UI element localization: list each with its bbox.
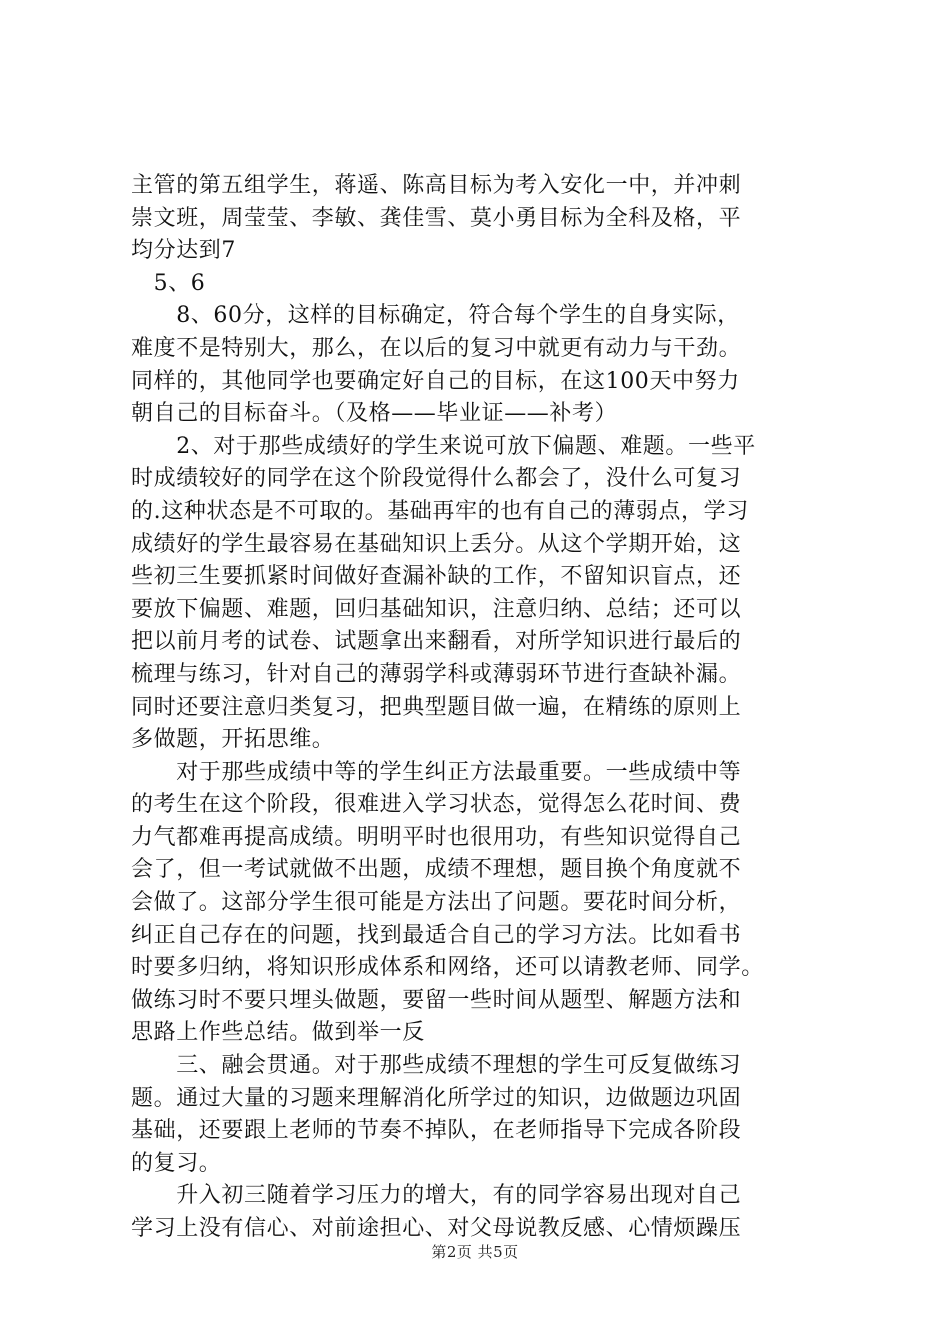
text-line: 多做题，开拓思维。 bbox=[131, 727, 335, 753]
text-line: 的复习。 bbox=[131, 1150, 222, 1176]
text-line: 难度不是特别大，那么，在以后的复习中就更有动力与干劲。 bbox=[131, 335, 742, 361]
text-line: 的.这种状态是不可取的。基础再牢的也有自己的薄弱点，学习 bbox=[131, 498, 749, 524]
text-line: 5、6 bbox=[131, 270, 206, 296]
text-line: 力气都难再提高成绩。明明平时也很用功，有些知识觉得自己 bbox=[131, 824, 742, 850]
text-line: 的考生在这个阶段，很难进入学习状态，觉得怎么花时间、费 bbox=[131, 792, 742, 818]
text-line: 会了，但一考试就做不出题，成绩不理想，题目换个角度就不 bbox=[131, 857, 742, 883]
text-line: 题。通过大量的习题来理解消化所学过的知识，边做题边巩固 bbox=[131, 1085, 742, 1111]
text-line: 时要多归纳，将知识形成体系和网络，还可以请教老师、同学。 bbox=[131, 955, 764, 981]
text-line: 崇文班，周莹莹、李敏、龚佳雪、莫小勇目标为全科及格，平 bbox=[131, 205, 742, 231]
page-footer: 第2页 共5页 bbox=[431, 1243, 519, 1261]
text-line: 成绩好的学生最容易在基础知识上丢分。从这个学期开始，这 bbox=[131, 531, 742, 557]
text-line: 朝自己的目标奋斗。（及格——毕业证——补考） bbox=[131, 401, 618, 427]
text-line: 2、对于那些成绩好的学生来说可放下偏题、难题。一些平 bbox=[131, 433, 756, 459]
text-line: 基础，还要跟上老师的节奏不掉队，在老师指导下完成各阶段 bbox=[131, 1118, 742, 1144]
text-line: 8、60分，这样的目标确定，符合每个学生的自身实际， bbox=[131, 303, 740, 329]
text-line: 对于那些成绩中等的学生纠正方法最重要。一些成绩中等 bbox=[131, 759, 742, 785]
body-text bbox=[131, 170, 831, 1246]
text-line: 些初三生要抓紧时间做好查漏补缺的工作，不留知识盲点，还 bbox=[131, 564, 742, 590]
text-line: 会做了。这部分学生很可能是方法出了问题。要花时间分析， bbox=[131, 890, 742, 916]
text-line: 梳理与练习，针对自己的薄弱学科或薄弱环节进行查缺补漏。 bbox=[131, 661, 742, 687]
text-line: 学习上没有信心、对前途担心、对父母说教反感、心情烦躁压 bbox=[131, 1216, 742, 1241]
text-line: 把以前月考的试卷、试题拿出来翻看，对所学知识进行最后的 bbox=[131, 629, 742, 655]
text-line: 纠正自己存在的问题，找到最适合自己的学习方法。比如看书 bbox=[131, 922, 742, 948]
text-line: 时成绩较好的同学在这个阶段觉得什么都会了，没什么可复习 bbox=[131, 466, 742, 492]
text-line: 要放下偏题、难题，回归基础知识，注意归纳、总结；还可以 bbox=[131, 596, 742, 622]
text-line: 做练习时不要只埋头做题，要留一些时间从题型、解题方法和 bbox=[131, 987, 742, 1013]
text-line: 同时还要注意归类复习，把典型题目做一遍，在精练的原则上 bbox=[131, 694, 742, 720]
text-line: 均分达到7 bbox=[131, 238, 236, 264]
text-line: 三、融会贯通。对于那些成绩不理想的学生可反复做练习 bbox=[131, 1053, 742, 1079]
text-line: 升入初三随着学习压力的增大，有的同学容易出现对自己 bbox=[131, 1183, 742, 1209]
text-line: 主管的第五组学生，蒋遥、陈高目标为考入安化一中，并冲刺 bbox=[131, 173, 742, 198]
text-line: 同样的，其他同学也要确定好自己的目标，在这100天中努力 bbox=[131, 368, 740, 394]
text-line: 思路上作些总结。做到举一反 bbox=[131, 1020, 425, 1046]
